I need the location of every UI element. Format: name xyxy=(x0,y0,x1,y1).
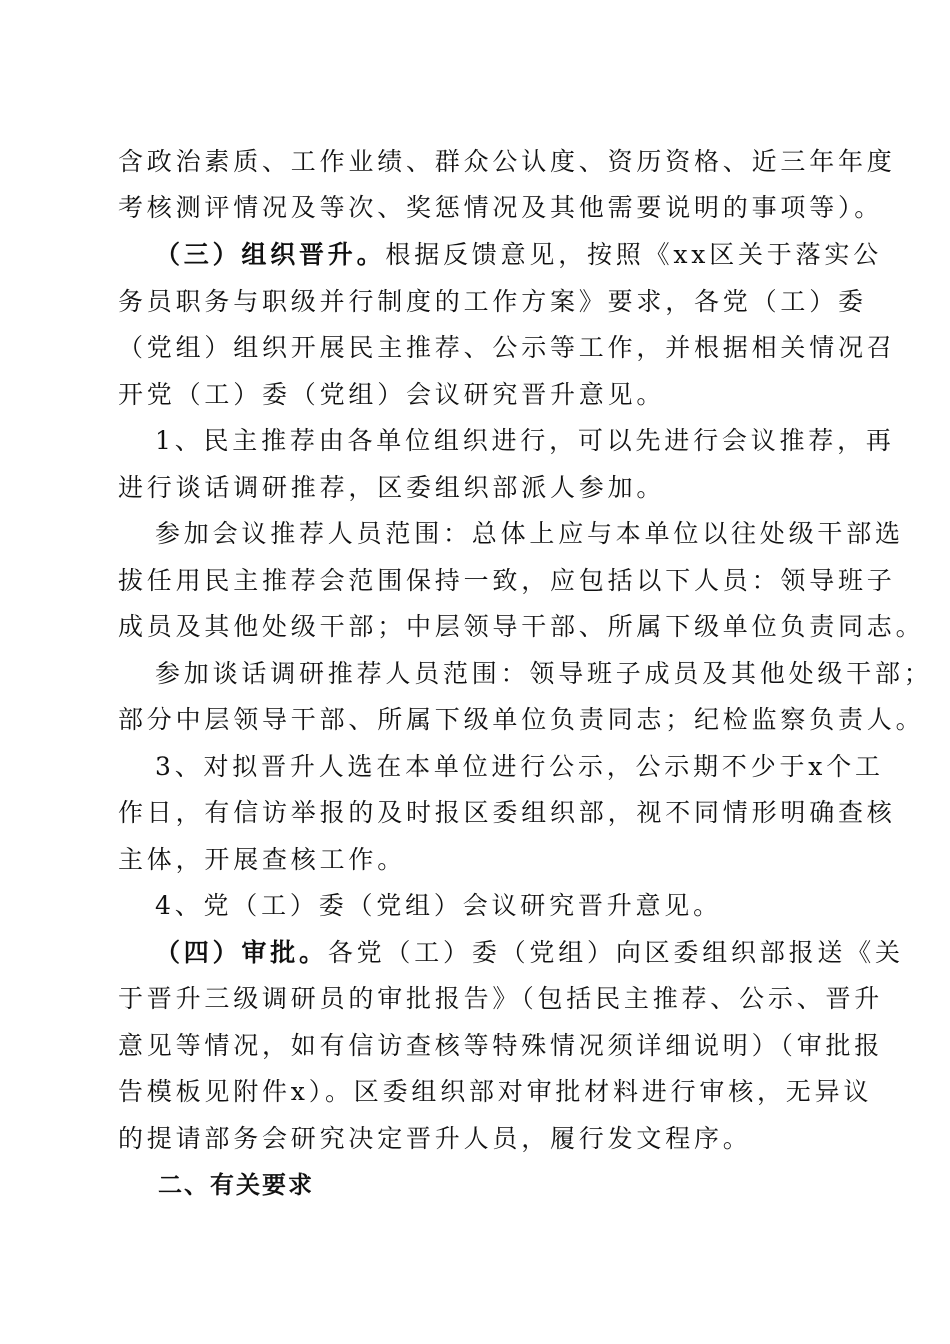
paragraph-line: 参加会议推荐人员范围：总体上应与本单位以往处级干部选 xyxy=(155,519,904,548)
paragraph-text: 各党（工）委（党组）向区委组织部报送《关 xyxy=(327,938,904,967)
paragraph-line xyxy=(155,938,904,968)
paragraph-line: 4、党（工）委（党组）会议研究晋升意见。 xyxy=(155,891,722,920)
paragraph-line: 开党（工）委（党组）会议研究晋升意见。 xyxy=(118,380,666,409)
paragraph-line: 告模板见附件x）。区委组织部对审批材料进行审核，无异议 xyxy=(118,1077,873,1106)
paragraph-line: 部分中层领导干部、所属下级单位负责同志；纪检监察负责人。 xyxy=(118,705,925,734)
paragraph-line: 的提请部务会研究决定晋升人员，履行发文程序。 xyxy=(118,1124,752,1153)
paragraph-line: 1、民主推荐由各单位组织进行，可以先进行会议推荐，再 xyxy=(155,426,895,455)
section-heading: 二、有关要求 xyxy=(158,1171,314,1199)
paragraph-line: 成员及其他处级干部；中层领导干部、所属下级单位负责同志。 xyxy=(118,612,925,641)
paragraph-text: 根据反馈意见，按照《xx区关于落实公 xyxy=(385,240,883,269)
paragraph-line: 进行谈话调研推荐，区委组织部派人参加。 xyxy=(118,473,666,502)
subsection-title-organize-promotion: （三）组织晋升。 xyxy=(155,240,386,269)
paragraph-line: 拔任用民主推荐会范围保持一致，应包括以下人员：领导班子 xyxy=(118,566,896,595)
paragraph-line xyxy=(155,240,883,270)
paragraph-line: 主体，开展查核工作。 xyxy=(118,845,407,874)
paragraph-line: 考核测评情况及等次、奖惩情况及其他需要说明的事项等）。 xyxy=(118,193,884,222)
paragraph-line: （党组）组织开展民主推荐、公示等工作，并根据相关情况召 xyxy=(118,333,896,362)
paragraph-line: 务员职务与职级并行制度的工作方案》要求，各党（工）委 xyxy=(118,287,867,316)
paragraph-line: 含政治素质、工作业绩、群众公认度、资历资格、近三年年度 xyxy=(118,147,896,176)
paragraph-line: 意见等情况，如有信访查核等特殊情况须详细说明）（审批报 xyxy=(118,1031,884,1060)
paragraph-line: 作日，有信访举报的及时报区委组织部，视不同情形明确查核 xyxy=(118,798,896,827)
subsection-title-approval: （四）审批。 xyxy=(155,938,328,967)
paragraph-line: 3、对拟晋升人选在本单位进行公示，公示期不少于x个工 xyxy=(155,752,884,781)
paragraph-line: 于晋升三级调研员的审批报告》（包括民主推荐、公示、晋升 xyxy=(118,984,884,1013)
paragraph-line: 参加谈话调研推荐人员范围：领导班子成员及其他处级干部； xyxy=(155,659,933,688)
